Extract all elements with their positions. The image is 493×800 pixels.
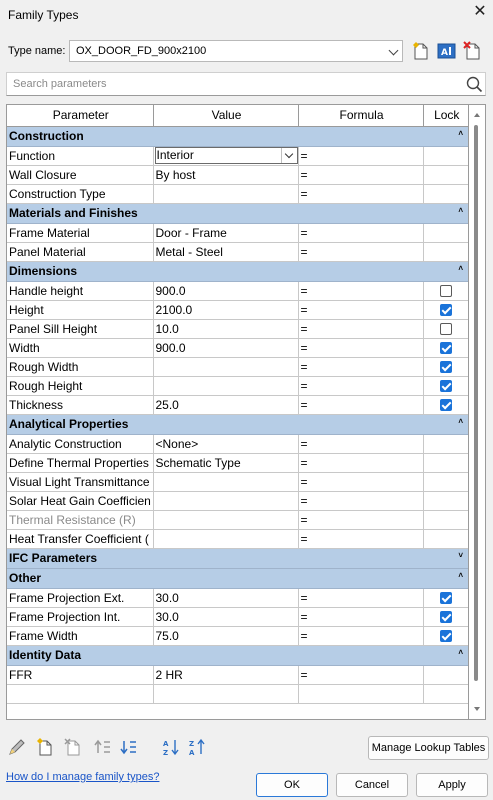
apply-button[interactable]: Apply (416, 773, 488, 797)
parameter-formula[interactable]: = (298, 491, 423, 510)
parameter-name[interactable]: Width (7, 338, 153, 357)
parameter-value[interactable]: 30.0 (153, 588, 298, 607)
parameter-lock (423, 165, 468, 184)
parameter-lock[interactable] (423, 395, 468, 414)
table-row (7, 165, 468, 184)
parameter-name[interactable]: FFR (7, 665, 153, 684)
parameter-lock[interactable] (423, 319, 468, 338)
parameter-name[interactable]: Panel Material (7, 242, 153, 261)
parameter-value[interactable] (153, 491, 298, 510)
table-row (7, 434, 468, 453)
lock-checkbox[interactable] (440, 342, 452, 354)
parameter-value[interactable]: 25.0 (153, 395, 298, 414)
close-icon[interactable]: ✕ (473, 3, 487, 20)
parameter-name[interactable]: Rough Height (7, 376, 153, 395)
ok-button[interactable]: OK (256, 773, 328, 797)
parameter-lock (423, 146, 468, 165)
parameter-name[interactable]: Define Thermal Properties (7, 453, 153, 472)
parameter-formula[interactable]: = (298, 338, 423, 357)
manage-lookup-tables-button[interactable]: Manage Lookup Tables (368, 736, 489, 760)
parameter-value[interactable]: Schematic Type (153, 453, 298, 472)
table-row (7, 376, 468, 395)
sort-ascending-icon (160, 736, 182, 758)
table-row (7, 281, 468, 300)
parameter-lock[interactable] (423, 607, 468, 626)
grid-scrollbar[interactable] (469, 104, 486, 720)
parameter-formula[interactable]: = (298, 472, 423, 491)
parameter-value[interactable]: Door - Frame (153, 223, 298, 242)
parameter-lock (423, 529, 468, 548)
column-header-lock[interactable]: Lock (423, 105, 468, 126)
parameter-formula[interactable]: = (298, 184, 423, 203)
lock-checkbox[interactable] (440, 380, 452, 392)
parameter-value[interactable] (153, 510, 298, 529)
collapse-icon[interactable]: ˄ (458, 647, 463, 657)
table-row (7, 395, 468, 414)
type-name-value: OX_DOOR_FD_900x2100 (76, 45, 207, 57)
parameter-value[interactable]: <None> (153, 434, 298, 453)
parameter-name[interactable]: Handle height (7, 281, 153, 300)
parameter-lock (423, 184, 468, 203)
parameters-grid (6, 104, 469, 720)
parameter-formula[interactable]: = (298, 607, 423, 626)
chevron-down-icon[interactable] (281, 148, 297, 163)
new-type-button[interactable] (410, 40, 432, 62)
lock-checkbox[interactable] (440, 285, 452, 297)
table-row (7, 223, 468, 242)
table-row (7, 491, 468, 510)
pencil-icon (6, 736, 28, 758)
parameter-formula[interactable]: = (298, 300, 423, 319)
parameter-name[interactable]: Solar Heat Gain Coefficien (7, 491, 153, 510)
group-row[interactable] (7, 645, 468, 665)
parameter-formula[interactable]: = (298, 357, 423, 376)
new-parameter-icon (34, 736, 56, 758)
group-row[interactable] (7, 414, 468, 434)
parameter-value[interactable] (153, 184, 298, 203)
parameter-name[interactable]: Frame Material (7, 223, 153, 242)
group-name: Other (9, 571, 42, 585)
parameter-formula[interactable]: = (298, 146, 423, 165)
parameter-lock[interactable] (423, 588, 468, 607)
group-row[interactable] (7, 203, 468, 223)
table-row (7, 588, 468, 607)
group-name: Dimensions (9, 264, 78, 278)
type-name-select[interactable] (69, 40, 403, 62)
parameter-value[interactable]: 10.0 (153, 319, 298, 338)
collapse-icon[interactable]: ˄ (458, 416, 463, 426)
table-row (7, 684, 468, 703)
cancel-button[interactable]: Cancel (336, 773, 408, 797)
delete-parameter-button[interactable] (62, 736, 84, 758)
lock-checkbox[interactable] (440, 361, 452, 373)
parameter-value[interactable] (153, 146, 298, 165)
parameter-value[interactable]: 900.0 (153, 338, 298, 357)
help-link[interactable]: How do I manage family types? (6, 771, 160, 783)
chevron-down-icon (389, 46, 399, 56)
group-header[interactable] (7, 548, 468, 568)
parameter-formula[interactable]: = (298, 223, 423, 242)
column-header-formula[interactable]: Formula (298, 105, 423, 126)
parameter-value[interactable]: 30.0 (153, 607, 298, 626)
collapse-icon[interactable]: ˄ (458, 128, 463, 138)
parameter-value[interactable] (153, 376, 298, 395)
parameter-formula[interactable]: = (298, 434, 423, 453)
parameter-name[interactable]: Frame Projection Ext. (7, 588, 153, 607)
table-row (7, 146, 468, 165)
group-header[interactable] (7, 414, 468, 434)
sort-ascending-button[interactable] (160, 736, 182, 758)
scroll-thumb[interactable] (474, 125, 478, 681)
collapse-icon[interactable]: ˄ (458, 570, 463, 580)
parameter-formula[interactable]: = (298, 529, 423, 548)
delete-type-button[interactable] (462, 40, 484, 62)
group-header[interactable] (7, 261, 468, 281)
group-name: IFC Parameters (9, 551, 98, 565)
parameter-name[interactable]: Wall Closure (7, 165, 153, 184)
parameter-lock[interactable] (423, 338, 468, 357)
parameter-name[interactable]: Panel Sill Height (7, 319, 153, 338)
move-up-icon (92, 736, 114, 758)
svg-text:A: A (163, 740, 169, 748)
parameter-value[interactable]: 2 HR (153, 665, 298, 684)
parameter-lock (423, 491, 468, 510)
parameter-name[interactable]: Frame Width (7, 626, 153, 645)
parameter-lock (423, 684, 468, 703)
group-name: Materials and Finishes (9, 206, 138, 220)
edit-parameter-button[interactable] (6, 736, 28, 758)
table-row (7, 626, 468, 645)
new-type-icon (410, 40, 432, 62)
svg-text:A: A (189, 749, 195, 757)
parameter-name[interactable]: Analytic Construction (7, 434, 153, 453)
group-header[interactable] (7, 645, 468, 665)
search-input[interactable] (7, 74, 453, 94)
scroll-down-icon[interactable] (474, 707, 480, 711)
value-dropdown[interactable] (155, 147, 298, 164)
parameter-lock (423, 665, 468, 684)
column-header-parameter[interactable]: Parameter (7, 105, 153, 126)
parameter-name[interactable]: Height (7, 300, 153, 319)
group-name: Construction (9, 129, 84, 143)
move-parameter-down-button[interactable] (118, 736, 140, 758)
collapse-icon[interactable]: ˄ (458, 205, 463, 215)
table-row (7, 529, 468, 548)
type-name-label: Type name: (8, 45, 66, 57)
table-row (7, 338, 468, 357)
lock-checkbox[interactable] (440, 399, 452, 411)
move-down-icon (118, 736, 140, 758)
parameter-name[interactable]: Heat Transfer Coefficient ( (7, 529, 153, 548)
group-row[interactable] (7, 568, 468, 588)
parameter-formula[interactable]: = (298, 588, 423, 607)
group-header[interactable] (7, 203, 468, 223)
parameter-lock[interactable] (423, 281, 468, 300)
table-row (7, 665, 468, 684)
parameter-formula[interactable]: = (298, 281, 423, 300)
parameter-formula[interactable]: = (298, 395, 423, 414)
parameter-value[interactable]: By host (153, 165, 298, 184)
move-parameter-up-button[interactable] (92, 736, 114, 758)
parameter-name[interactable]: Rough Width (7, 357, 153, 376)
scroll-up-icon[interactable] (474, 113, 480, 117)
parameter-formula[interactable]: = (298, 242, 423, 261)
grid-header-row (7, 105, 468, 126)
parameter-lock (423, 223, 468, 242)
rename-type-icon (436, 40, 458, 62)
group-header[interactable] (7, 126, 468, 146)
parameter-formula[interactable]: = (298, 165, 423, 184)
lock-checkbox[interactable] (440, 630, 452, 642)
search-box[interactable] (6, 72, 486, 96)
delete-parameter-icon (62, 736, 84, 758)
svg-text:Z: Z (189, 740, 195, 748)
table-row (7, 300, 468, 319)
parameter-value[interactable] (153, 529, 298, 548)
parameter-name[interactable]: Thermal Resistance (R) (7, 510, 153, 529)
group-header[interactable] (7, 568, 468, 588)
table-row (7, 242, 468, 261)
parameter-formula[interactable]: = (298, 626, 423, 645)
parameter-formula[interactable]: = (298, 510, 423, 529)
parameter-formula[interactable] (298, 684, 423, 703)
lock-checkbox[interactable] (440, 323, 452, 335)
parameter-name[interactable]: Construction Type (7, 184, 153, 203)
parameter-lock (423, 434, 468, 453)
parameter-name[interactable]: Thickness (7, 395, 153, 414)
parameter-formula[interactable]: = (298, 376, 423, 395)
parameter-lock (423, 453, 468, 472)
parameter-formula[interactable]: = (298, 665, 423, 684)
parameter-value[interactable] (153, 684, 298, 703)
parameter-lock[interactable] (423, 626, 468, 645)
group-name: Analytical Properties (9, 417, 129, 431)
parameter-name[interactable]: Function (7, 146, 153, 165)
parameter-lock (423, 242, 468, 261)
parameter-value[interactable]: 2100.0 (153, 300, 298, 319)
svg-text:A: A (441, 48, 448, 58)
window-title: Family Types (8, 8, 79, 22)
table-row (7, 607, 468, 626)
table-row (7, 510, 468, 529)
group-name: Identity Data (9, 648, 82, 662)
table-row (7, 184, 468, 203)
lock-checkbox[interactable] (440, 304, 452, 316)
sort-descending-icon (186, 736, 208, 758)
delete-type-icon (462, 40, 484, 62)
expand-icon[interactable]: ˅ (458, 550, 463, 560)
group-row[interactable] (7, 261, 468, 281)
parameter-lock (423, 472, 468, 491)
table-row (7, 453, 468, 472)
rename-type-button[interactable] (436, 40, 458, 62)
parameter-lock[interactable] (423, 376, 468, 395)
group-row[interactable] (7, 548, 468, 568)
parameter-value[interactable]: 75.0 (153, 626, 298, 645)
table-row (7, 319, 468, 338)
parameter-formula[interactable]: = (298, 453, 423, 472)
lock-checkbox[interactable] (440, 611, 452, 623)
collapse-icon[interactable]: ˄ (458, 263, 463, 273)
column-header-value[interactable]: Value (153, 105, 298, 126)
lock-checkbox[interactable] (440, 592, 452, 604)
parameter-lock[interactable] (423, 357, 468, 376)
parameter-formula[interactable]: = (298, 319, 423, 338)
group-row[interactable] (7, 126, 468, 146)
table-row (7, 472, 468, 491)
parameter-lock (423, 510, 468, 529)
parameter-value[interactable]: 900.0 (153, 281, 298, 300)
svg-text:Z: Z (163, 749, 169, 757)
table-row (7, 357, 468, 376)
parameter-lock[interactable] (423, 300, 468, 319)
search-icon[interactable] (465, 75, 483, 93)
value-dropdown-text: Interior (156, 148, 194, 162)
parameter-name[interactable]: Frame Projection Int. (7, 607, 153, 626)
parameter-value[interactable] (153, 357, 298, 376)
parameter-value[interactable]: Metal - Steel (153, 242, 298, 261)
new-parameter-button[interactable] (34, 736, 56, 758)
parameter-value[interactable] (153, 472, 298, 491)
parameter-name[interactable]: Visual Light Transmittance (7, 472, 153, 491)
sort-descending-button[interactable] (186, 736, 208, 758)
parameter-name[interactable] (7, 684, 153, 703)
